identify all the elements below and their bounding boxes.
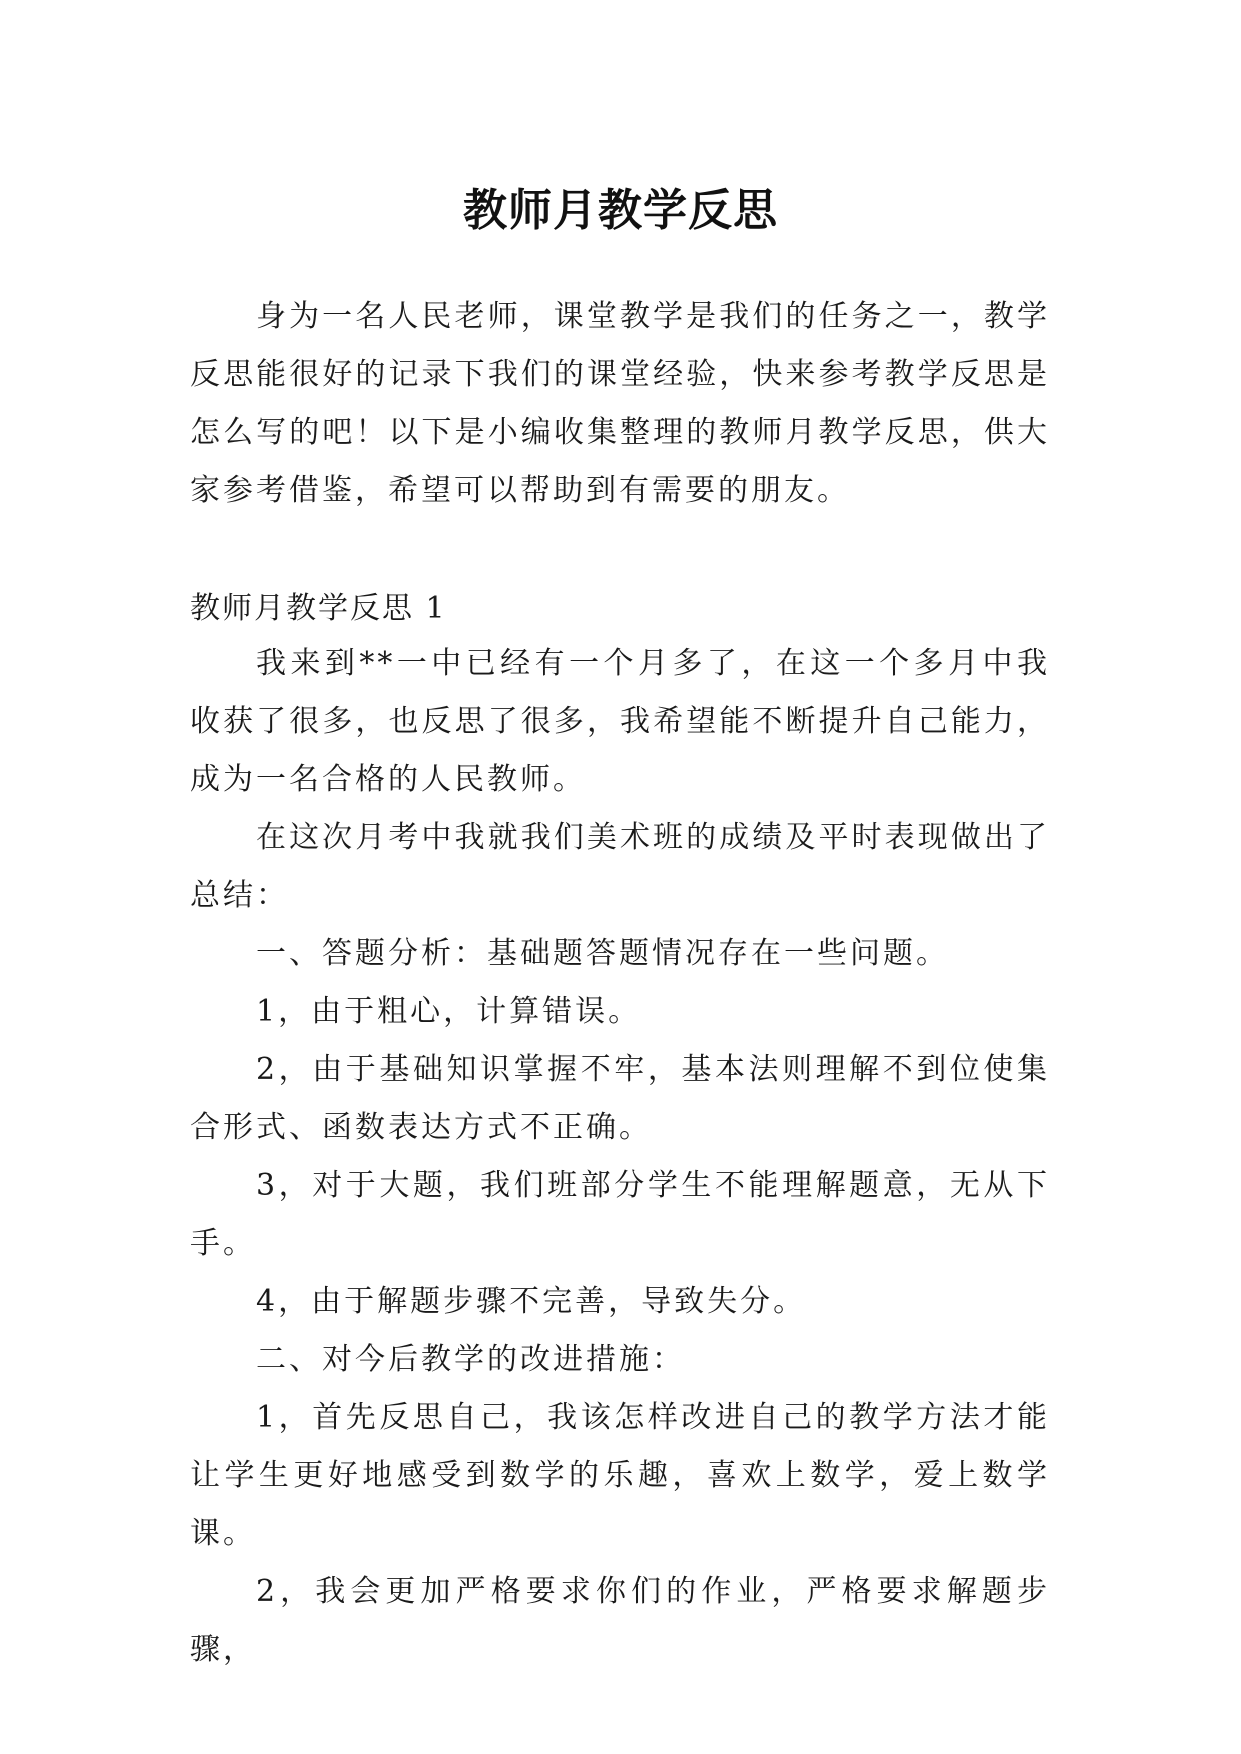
paragraph: 2，由于基础知识掌握不牢，基本法则理解不到位使集合形式、函数表达方式不正确。 [190,1052,1050,1145]
document-title: 教师月教学反思 [463,185,778,237]
paragraph: 一、答题分析：基础题答题情况存在一些问题。 [256,936,949,971]
section-heading: 教师月教学反思 1 [190,591,447,626]
paragraph: 3，对于大题，我们班部分学生不能理解题意，无从下手。 [190,1168,1050,1261]
paragraph: 1，由于粗心，计算错误。 [256,994,642,1029]
paragraph: 二、对今后教学的改进措施： [256,1342,685,1377]
paragraph: 1，首先反思自己，我该怎样改进自己的教学方法才能让学生更好地感受到数学的乐趣，喜欢上数学，爱上数学课。 [190,1400,1050,1551]
paragraph: 我来到**一中已经有一个月多了，在这一个多月中我收获了很多，也反思了很多，我希望能不断提升自己能力，成为一名合格的人民教师。 [190,646,1050,797]
section-content [190,635,1050,1679]
paragraph: 4，由于解题步骤不完善，导致失分。 [256,1284,807,1319]
paragraph: 在这次月考中我就我们美术班的成绩及平时表现做出了总结： [190,820,1050,913]
intro-paragraph: 身为一名人民老师，课堂教学是我们的任务之一，教学反思能很好的记录下我们的课堂经验，快来参考教学反思是怎么写的吧！以下是小编收集整理的教师月教学反思，供大家参考借鉴，希望可以帮助到有需要的朋友。 [190,299,1050,508]
paragraph: 2，我会更加严格要求你们的作业，严格要求解题步骤， [190,1574,1050,1667]
